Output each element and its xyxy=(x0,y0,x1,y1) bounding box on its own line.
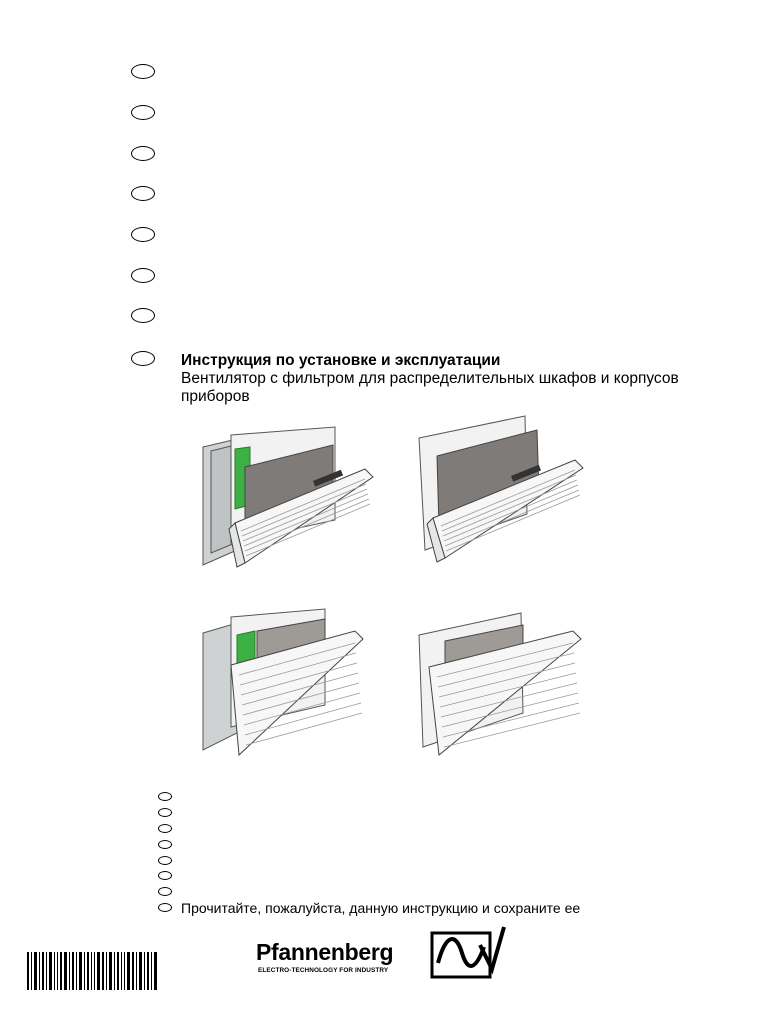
pfannenberg-logo xyxy=(256,925,508,985)
language-marker-2 xyxy=(131,105,155,120)
small-language-marker-2 xyxy=(158,808,172,817)
language-marker-3 xyxy=(131,146,155,161)
filter-outlet-open-illustration xyxy=(405,605,595,765)
small-language-marker-8 xyxy=(158,903,172,912)
small-language-markers xyxy=(158,792,172,919)
logo-tagline: ELECTRO-TECHNOLOGY FOR INDUSTRY xyxy=(258,967,389,974)
document-title: Инструкция по установке и эксплуатации xyxy=(181,352,501,369)
small-language-marker-3 xyxy=(158,824,172,833)
fan-with-filter-illustration xyxy=(195,425,385,585)
logo-wordmark: Pfannenberg xyxy=(256,939,394,965)
title-block xyxy=(181,352,741,406)
language-marker-6 xyxy=(131,268,155,283)
small-language-marker-5 xyxy=(158,856,172,865)
pfannenberg-logo-icon xyxy=(430,925,506,980)
language-marker-7 xyxy=(131,308,155,323)
barcode-icon xyxy=(27,952,157,990)
small-language-marker-1 xyxy=(158,792,172,801)
small-language-marker-6 xyxy=(158,871,172,880)
filter-outlet-illustration xyxy=(405,410,595,570)
language-marker-1 xyxy=(131,64,155,79)
small-language-marker-4 xyxy=(158,840,172,849)
small-language-marker-7 xyxy=(158,887,172,896)
fan-with-filter-open-illustration xyxy=(195,605,385,765)
read-instructions-note: Прочитайте, пожалуйста, данную инструкцию и сохраните ее xyxy=(181,900,581,916)
language-marker-5 xyxy=(131,227,155,242)
document-subtitle: Вентилятор с фильтром для распределительных шкафов и корпусов приборов xyxy=(181,370,679,405)
language-marker-8 xyxy=(131,351,155,366)
language-marker-4 xyxy=(131,186,155,201)
